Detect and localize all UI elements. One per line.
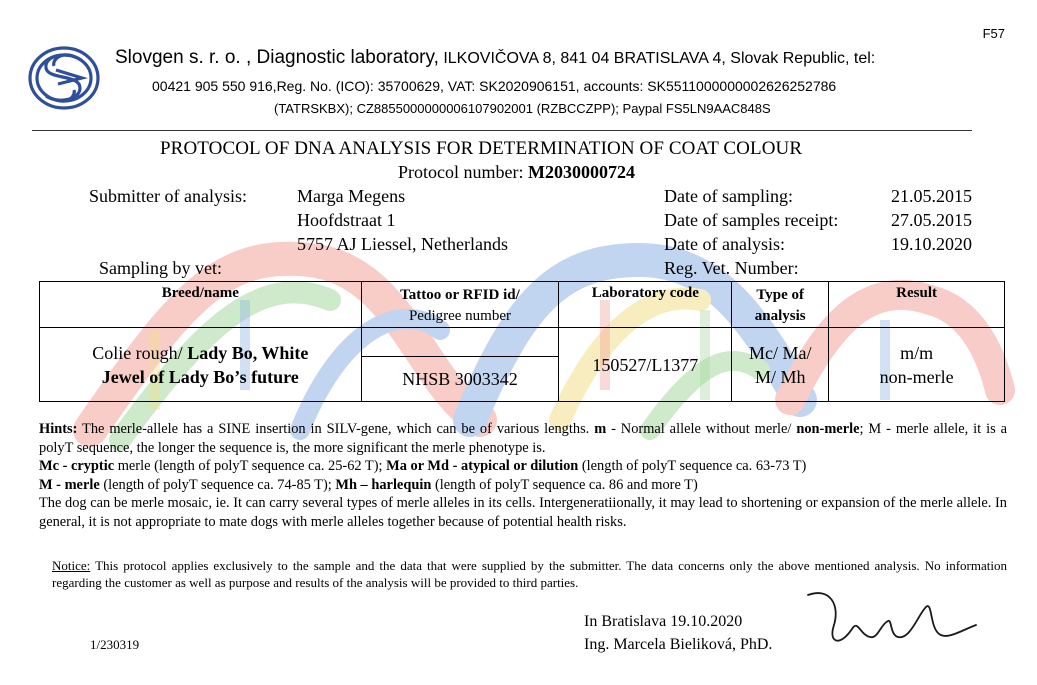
company-name: Slovgen s. r. o. , Diagnostic laboratory, (115, 47, 439, 68)
table-row (40, 328, 1005, 357)
signoff-city-date: In Bratislava 19.10.2020 (584, 613, 743, 630)
hints-paragraph-2 (39, 457, 1007, 476)
hints-paragraph-3 (39, 476, 1007, 495)
hint-mc: Mc - cryptic (39, 458, 115, 475)
hints-text: The merle-allele has a SINE insertion in SILV-gene, which can be of various lengths. (77, 421, 595, 437)
header-divider (32, 130, 972, 131)
protocol-number-label: Protocol number: (398, 162, 528, 182)
table-header-row (40, 282, 1005, 328)
cell-type (732, 328, 829, 402)
protocol-title: PROTOCOL OF DNA ANALYSIS FOR DETERMINATION OF COAT COLOUR (160, 138, 803, 159)
sampling-vet-label: Sampling by vet: (99, 258, 222, 278)
type-line-2: M/ Mh (754, 366, 806, 387)
reg-vet-label: Reg. Vet. Number: (664, 258, 799, 278)
hint-mc-text: merle (length of polyT sequence ca. 25-62 T); (114, 458, 387, 475)
dog-name-1: Lady Bo, White (187, 342, 309, 363)
col-result-header: Result (829, 282, 1005, 328)
col-type-header: Type of analysis (732, 282, 829, 328)
cell-lab-code: 150527/L1377 (559, 328, 732, 402)
date-sampling-label: Date of sampling: (664, 186, 793, 206)
handwritten-signature (800, 585, 980, 655)
hints-text-3: ; M - merle allele, it is a polyT sequence, the longer the sequence is, the more significant the merle phenotype is. (39, 421, 1007, 456)
hint-m: M - merle (39, 476, 100, 493)
date-sampling: 21.05.2015 (891, 186, 972, 206)
document-number: 1/230319 (90, 637, 140, 652)
type-line-1: Mc/ Ma/ (748, 342, 812, 363)
hint-m-text: (length of polyT sequence ca. 74-85 T); (99, 476, 336, 493)
company-address: ILKOVIČOVA 8, 841 04 BRATISLAVA 4, Slovak Republic, tel: (438, 50, 876, 67)
submitter-name: Marga Megens (297, 186, 406, 206)
notice-label: Notice: (52, 558, 91, 573)
hint-mh: Mh – harlequin (335, 476, 432, 493)
protocol-number: M2030000724 (527, 162, 635, 182)
hints-paragraph-4: The dog can be merle mosaic, ie. It can carry several types of merle alleles in its cells. Intergeneratiionally, it may lead to shortening or expansion of the merle allele. In general, it is not appropriate to mate dogs with merle alleles together because of potential health risks. (39, 495, 1007, 530)
col-lab-header: Laboratory code (559, 282, 732, 328)
hint-ma: Ma or Md - atypical or dilution (386, 458, 579, 475)
signoff-name: Ing. Marcela Bieliková, PhD. (584, 636, 773, 653)
cell-pedigree: NHSB 3003342 (361, 357, 559, 402)
company-registration: 00421 905 550 916,Reg. No. (ICO): 35700629, VAT: SK2020906151, accounts: SK5511000000002626252786 (152, 78, 837, 94)
col-pedigree-label: Pedigree number (408, 308, 512, 324)
results-table (39, 281, 1005, 402)
hints-paragraph-1 (39, 420, 1007, 457)
form-code: F57 (982, 26, 1005, 41)
hints-text-2: - Normal allele without merle/ (606, 421, 797, 437)
submitter-street: Hoofdstraat 1 (297, 210, 396, 230)
cell-tattoo (361, 328, 559, 357)
cell-result (829, 328, 1005, 402)
hints-m: m (594, 421, 607, 437)
col-breed-header: Breed/name (40, 282, 362, 328)
date-receipt: 27.05.2015 (891, 210, 972, 230)
notice-text: This protocol applies exclusively to the sample and the data that were supplied by the submitter. The data concerns only the above mentioned analysis. No information regarding the customer as well as purpose and results of the analysis will be provided to third parties. (52, 558, 1007, 590)
slovgen-logo-icon (26, 40, 102, 116)
col-tattoo-label: Tattoo or RFID id/ (400, 287, 520, 303)
hints-section (39, 420, 1007, 532)
company-line (115, 47, 875, 69)
dog-name-2: Jewel of Lady Bo’s future (101, 366, 299, 387)
date-analysis: 19.10.2020 (891, 234, 972, 254)
result-phenotype: non-merle (879, 366, 954, 387)
date-receipt-label: Date of samples receipt: (664, 210, 839, 230)
hints-nonmerle: non-merle (796, 421, 860, 437)
hints-label: Hints: (39, 421, 78, 437)
hint-ma-text: (length of polyT sequence ca. 63-73 T) (578, 458, 807, 475)
submitter-label: Submitter of analysis: (89, 186, 247, 206)
hint-mh-text: (length of polyT sequence ca. 86 and more T) (431, 476, 698, 493)
breed-name: Colie rough/ (92, 342, 188, 363)
company-accounts: (TATRSKBX); CZ8855000000006107902001 (RZBCCZPP); Paypal FS5LN9AAC848S (274, 101, 771, 116)
date-analysis-label: Date of analysis: (664, 234, 785, 254)
protocol-number-line (398, 162, 635, 183)
cell-breed (40, 328, 362, 402)
result-genotype: m/m (900, 342, 934, 363)
col-tattoo-header (361, 282, 559, 328)
submitter-city: 5757 AJ Liessel, Netherlands (297, 234, 508, 254)
